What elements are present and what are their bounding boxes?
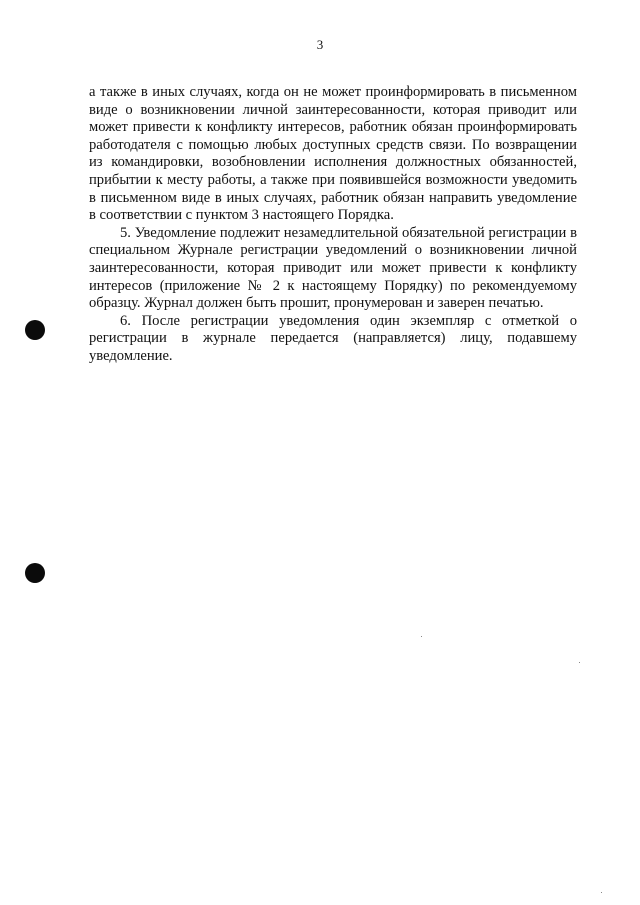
page-number: 3 [316, 37, 324, 52]
binder-hole-top [25, 320, 45, 340]
paragraph-item-6: 6. После регистрации уведомления один экземпляр с отметкой о регистрации в журнале передается (направляется) лицу, подавшему уведомление. [89, 312, 577, 364]
paragraph-continuation: а также в иных случаях, когда он не может проинформировать в письменном виде о возникновении личной заинтересованности, которая приводит или может привести к конфликту интересов, работник обязан проинформировать работодателя с помощью любых доступных средств связи. По возвращении из командировки, возобновлении исполнения должностных обязанностей, прибытии к месту работы, а также при появившейся возможности уведомить в письменном виде в иных случаях, работник обязан направить уведомление в соответствии с пунктом 3 настоящего Порядка. [89, 84, 577, 224]
scan-speck [601, 892, 602, 893]
scan-speck [579, 662, 580, 663]
document-body [89, 84, 577, 366]
scan-speck [421, 636, 422, 637]
paragraph-item-5: 5. Уведомление подлежит незамедлительной обязательной регистрации в специальном Журнале регистрации уведомлений о возникновении личной заинтересованности, которая приводит или может привести к конфликту интересов (приложение № 2 к настоящему Порядку) по рекомендуемому образцу. Журнал должен быть прошит, пронумерован и заверен печатью. [89, 224, 577, 312]
binder-hole-bottom [25, 563, 45, 583]
